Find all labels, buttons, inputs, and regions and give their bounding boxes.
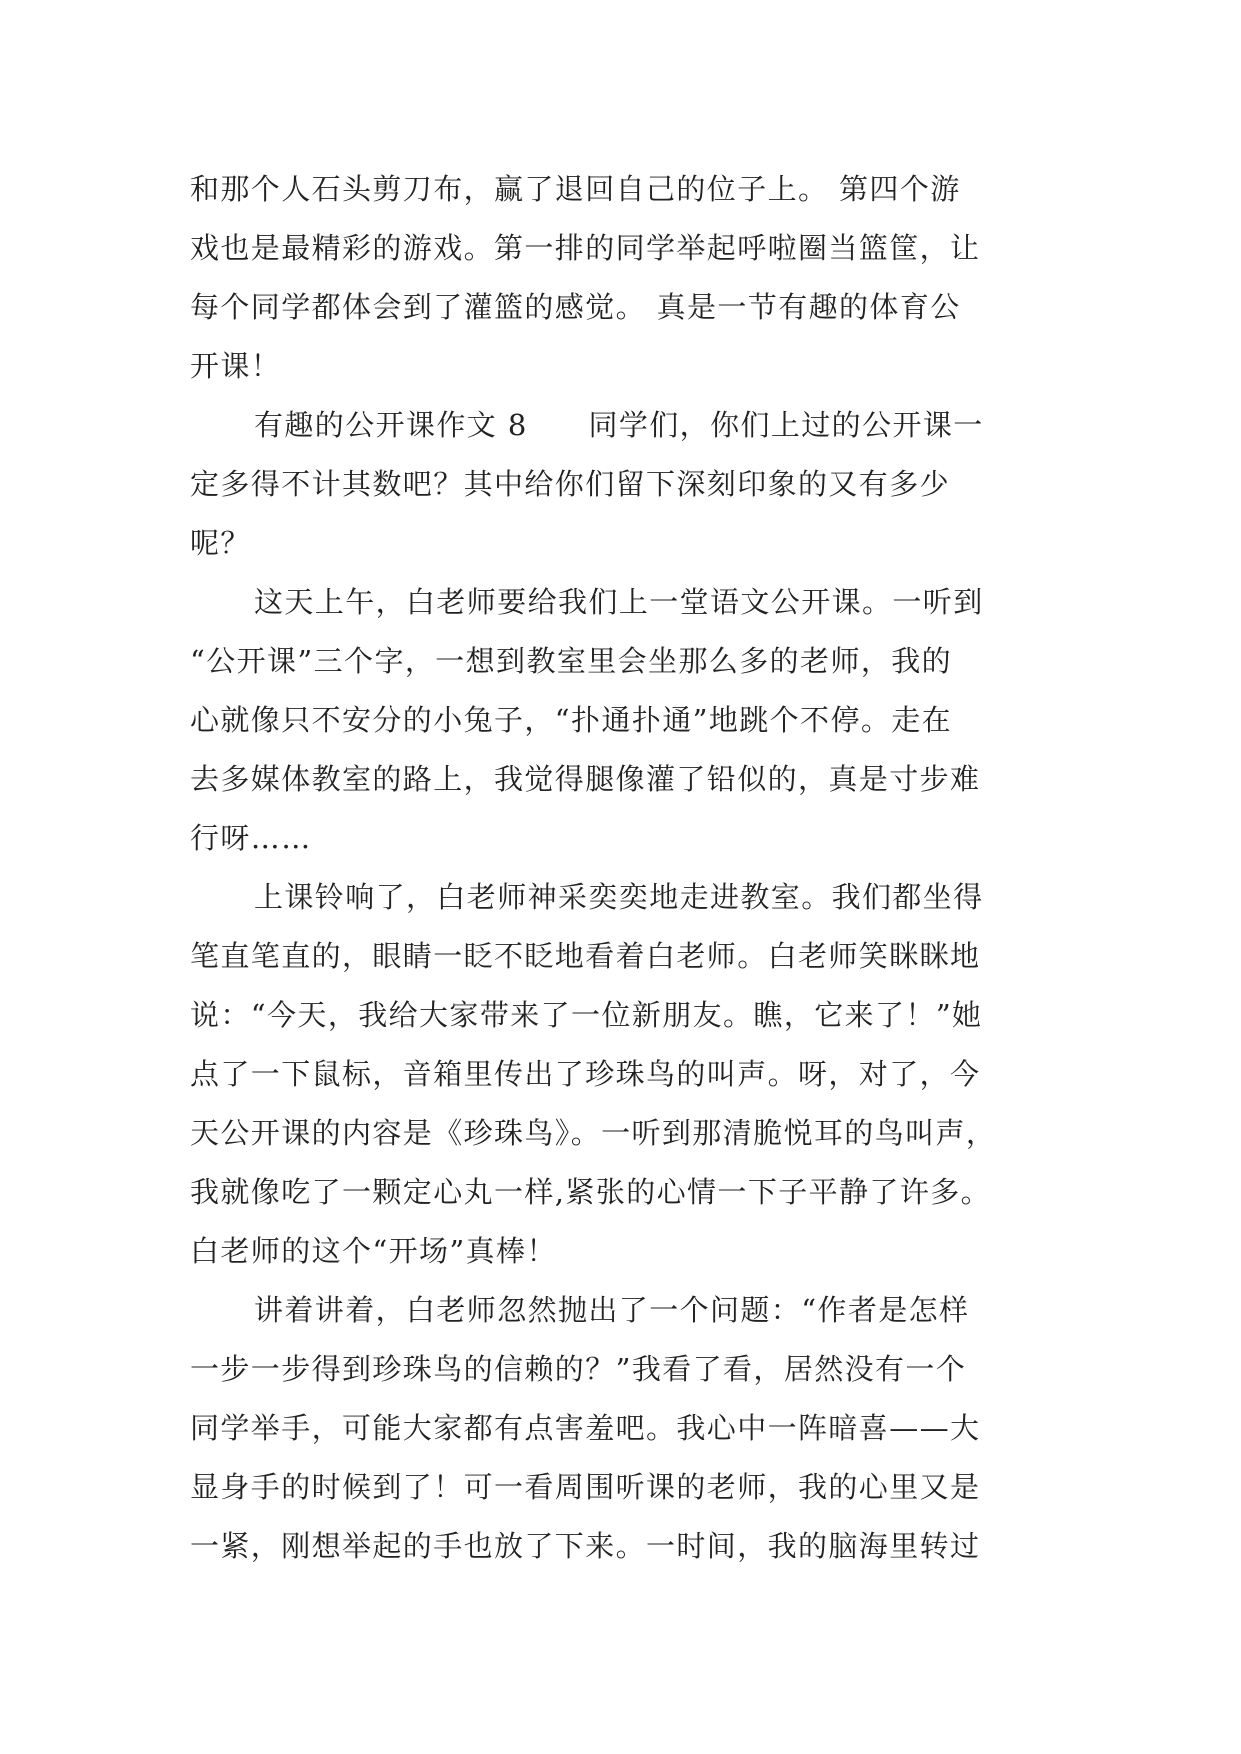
text-line: 天公开课的内容是《珍珠鸟》。一听到那清脆悦耳的鸟叫声，	[190, 1116, 997, 1150]
text-line: 白老师的这个“开场”真棒！	[190, 1234, 557, 1268]
text-line: 一紧，刚想举起的手也放了下来。一时间，我的脑海里转过	[190, 1529, 981, 1563]
text-line: 开课！	[190, 349, 282, 383]
paragraph-start-line: 这天上午，白老师要给我们上一堂语文公开课。一听到	[254, 585, 984, 619]
text-line: 和那个人石头剪刀布，赢了退回自己的位子上。 第四个游	[190, 172, 961, 206]
text-line: 我就像吃了一颗定心丸一样,紧张的心情一下子平静了许多。	[190, 1175, 992, 1209]
text-line: 去多媒体教室的路上，我觉得腿像灌了铅似的，真是寸步难	[190, 762, 981, 796]
text-line: “公开课”三个字，一想到教室里会坐那么多的老师，我的	[190, 644, 953, 678]
text-line: 点了一下鼠标，音箱里传出了珍珠鸟的叫声。呀，对了，今	[190, 1057, 981, 1091]
text-line: 一步一步得到珍珠鸟的信赖的？”我看了看，居然没有一个	[190, 1352, 967, 1386]
text-line: 行呀……	[190, 821, 312, 855]
paragraph-start-line: 讲着讲着，白老师忽然抛出了一个问题：“作者是怎样	[254, 1293, 970, 1327]
document-body	[190, 160, 1052, 1576]
text-line: 呢？	[190, 526, 251, 560]
text-line: 同学举手，可能大家都有点害羞吧。我心中一阵暗喜——大	[190, 1411, 981, 1445]
text-line: 戏也是最精彩的游戏。第一排的同学举起呼啦圈当篮筐，让	[190, 231, 981, 265]
text-line: 每个同学都体会到了灌篮的感觉。 真是一节有趣的体育公	[190, 290, 961, 324]
text-line: 心就像只不安分的小兔子，“扑通扑通”地跳个不停。走在	[190, 703, 953, 737]
text-line: 笔直笔直的，眼睛一眨不眨地看着白老师。白老师笑眯眯地	[190, 939, 981, 973]
text-line: 定多得不计其数吧？其中给你们留下深刻印象的又有多少	[190, 467, 951, 501]
essay-heading-line: 有趣的公开课作文 8 同学们，你们上过的公开课一	[254, 408, 984, 442]
text-line: 显身手的时候到了！可一看周围听课的老师，我的心里又是	[190, 1470, 981, 1504]
paragraph-start-line: 上课铃响了，白老师神采奕奕地走进教室。我们都坐得	[254, 880, 984, 914]
text-line: 说：“今天，我给大家带来了一位新朋友。瞧，它来了！”她	[190, 998, 983, 1032]
